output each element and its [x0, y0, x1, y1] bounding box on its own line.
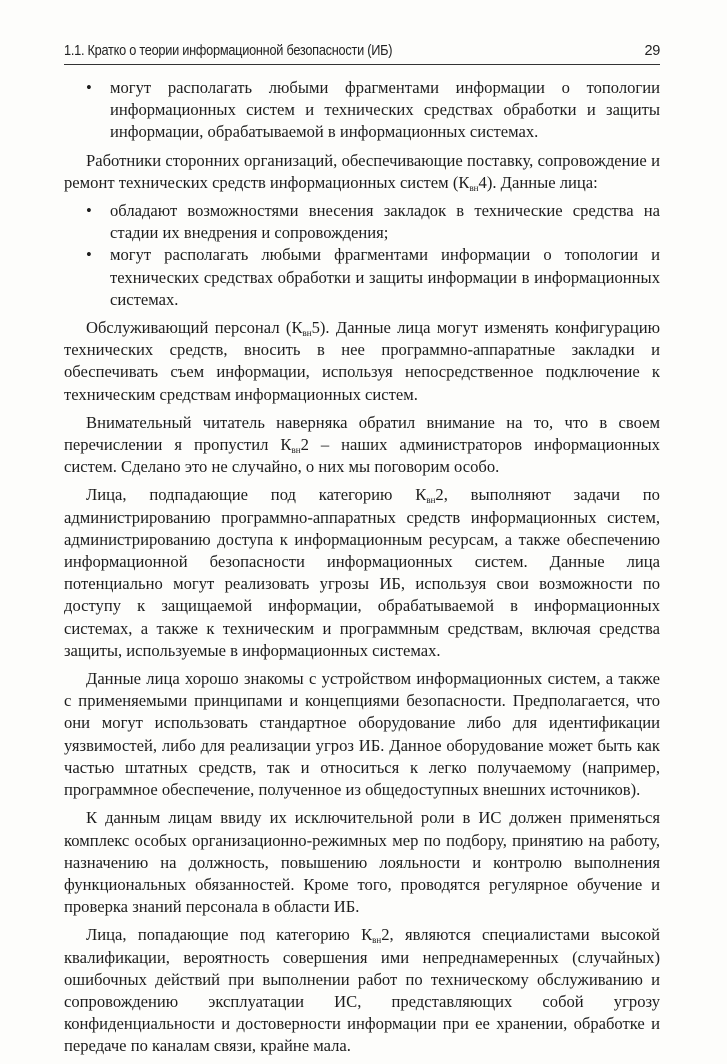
- bullet-list-2: [64, 200, 660, 311]
- list-item: • обладают возможностями внесения закладок в технические средства на стадии их внедрения и сопровождения;: [86, 201, 660, 243]
- page-body: [64, 77, 660, 1064]
- bullet-icon: •: [86, 78, 92, 97]
- bullet-icon: •: [86, 245, 92, 265]
- list-item: • могут располагать любыми фрагментами информации о топологии и технических средствах обработки и защиты информации в информационных системах.: [86, 245, 660, 309]
- paragraph-admins-knowledge: Данные лица хорошо знакомы с устройством информационных систем, а также с применяемыми принципами и концепциями безопасности. Предполагается, что они могут использовать стандартное оборудование либо для идентификации уязвимостей, либо для реализации угроз ИБ. Данное оборудование может быть как частью штатных средств, так и относиться к легко получаемому (например, программное обеспечение, полученное из общедоступных внешних источников).: [64, 669, 660, 800]
- page-number: 29: [644, 43, 660, 59]
- running-header-title: 1.1. Кратко о теории информационной безопасности (ИБ): [64, 43, 393, 59]
- paragraph-contractors: Работники сторонних организаций, обеспечивающие поставку, сопровождение и ремонт технических средств информационных систем $(К_{вн}4)$. Данные лица:: [64, 150, 660, 193]
- paragraph-service-staff: Обслуживающий персонал $(К_{вн}5)$. Данные лица могут изменять конфигурацию технических средств, вносить в нее программно-аппаратные закладки и обеспечивать съем информации, используя непосредственное подключение к техническим средствам информационных систем.: [64, 318, 660, 404]
- paragraph-reader-note: Внимательный читатель наверняка обратил внимание на то, что в своем перечислении я пропустил $К_{вн}2$ – наших администраторов информационных систем. Сделано это не случайно, о них мы поговорим особо.: [64, 412, 660, 477]
- list-item: • могут располагать любыми фрагментами информации о топологии информационных систем и технических средствах обработки и защиты информации, обрабатываемой в информационных системах.: [86, 78, 660, 142]
- bullet-list-1: [64, 77, 660, 144]
- running-header: [64, 40, 660, 65]
- paragraph-admins-tasks: Лица, подпадающие под категорию $К_{вн}2$, выполняют задачи по администрированию программно-аппаратных средств информационных систем, администрированию доступа к информационным ресурсам, а также обеспечению информационной безопасности информационных систем. Данные лица потенциально могут реализовать угрозы ИБ, используя свои возможности по доступу к защищаемой информации, обрабатываемой в информационных системах, а также к техническим и программным средствам, включая средства защиты, используемые в информационных системах.: [64, 485, 660, 660]
- paragraph-admins-measures: К данным лицам ввиду их исключительной роли в ИС должен применяться комплекс особых организационно-режимных мер по подбору, принятию на работу, назначению на должность, повышению лояльности и контролю выполнения функциональных обязанностей. Кроме того, проводятся регулярное обучение и проверка знаний персонала в области ИБ.: [64, 808, 660, 917]
- paragraph-admins-qualification: Лица, попадающие под категорию $К_{вн}2$, являются специалистами высокой квалификации, вероятность совершения ими непреднамеренных (случайных) ошибочных действий при выполнении работ по техническому обслуживанию и сопровождению эксплуатации ИС, представляющих собой угрозу конфиденциальности и достоверности информации при ее хранении, обработке и передаче по каналам связи, крайне мала.: [64, 925, 660, 1056]
- bullet-icon: •: [86, 201, 92, 221]
